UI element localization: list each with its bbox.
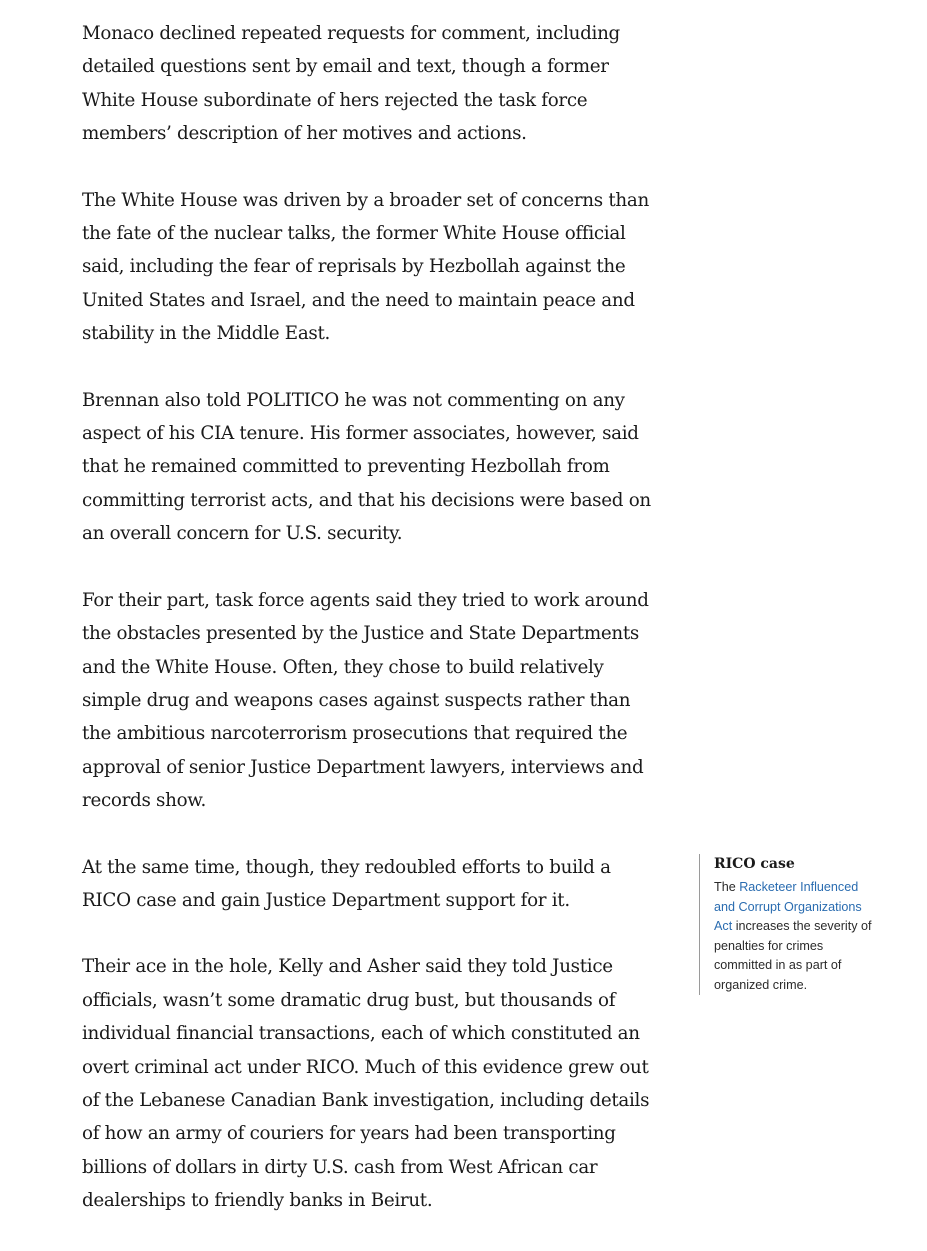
article-paragraph: Brennan also told POLITICO he was not commenting on any aspect of his CIA tenure. His former associates, however, said that he remained committed to preventing Hezbollah from committing terrorist acts, and that his decisions were based on an overall concern for U.S. security. bbox=[82, 389, 651, 545]
sidebar-prefix: The bbox=[714, 880, 740, 894]
article-paragraph: At the same time, though, they redoubled efforts to build a RICO case and gain Justice Department support for it. bbox=[82, 856, 611, 911]
sidebar-body bbox=[714, 878, 874, 996]
sidebar-title: RICO case bbox=[714, 856, 795, 872]
article-body bbox=[82, 17, 662, 1251]
article-paragraph: For their part, task force agents said they tried to work around the obstacles presented by the Justice and State Departments and the White House. Often, they chose to build relatively simple drug and weapons cases against suspects rather than the ambitious narcoterrorism prosecutions that required the approval of senior Justice Department lawyers, interviews and records show. bbox=[82, 589, 649, 812]
article-paragraph: Their ace in the hole, Kelly and Asher said they told Justice officials, wasn’t some dramatic drug bust, but thousands of individual financial transactions, each of which constituted an overt criminal act under RICO. Much of this evidence grew out of the Lebanese Canadian Bank investigation, including details of how an army of couriers for years had been transporting billions of dollars in dirty U.S. cash from West African car dealerships to friendly banks in Beirut. bbox=[82, 956, 650, 1212]
sidebar-suffix: increases the severity of penalties for crimes committed in as part of organized crime. bbox=[714, 919, 872, 992]
rico-act-link[interactable]: Racketeer Influenced and Corrupt Organizations Act bbox=[714, 880, 862, 934]
rico-sidebar-note bbox=[699, 854, 874, 995]
article-paragraph: Monaco declined repeated requests for comment, including detailed questions sent by email and text, though a former White House subordinate of hers rejected the task force members’ description of her motives and actions. bbox=[82, 23, 620, 145]
article-paragraph: The White House was driven by a broader set of concerns than the fate of the nuclear talks, the former White House official said, including the fear of reprisals by Hezbollah against the United States and Israel, and the need to maintain peace and stability in the Middle East. bbox=[82, 189, 649, 345]
